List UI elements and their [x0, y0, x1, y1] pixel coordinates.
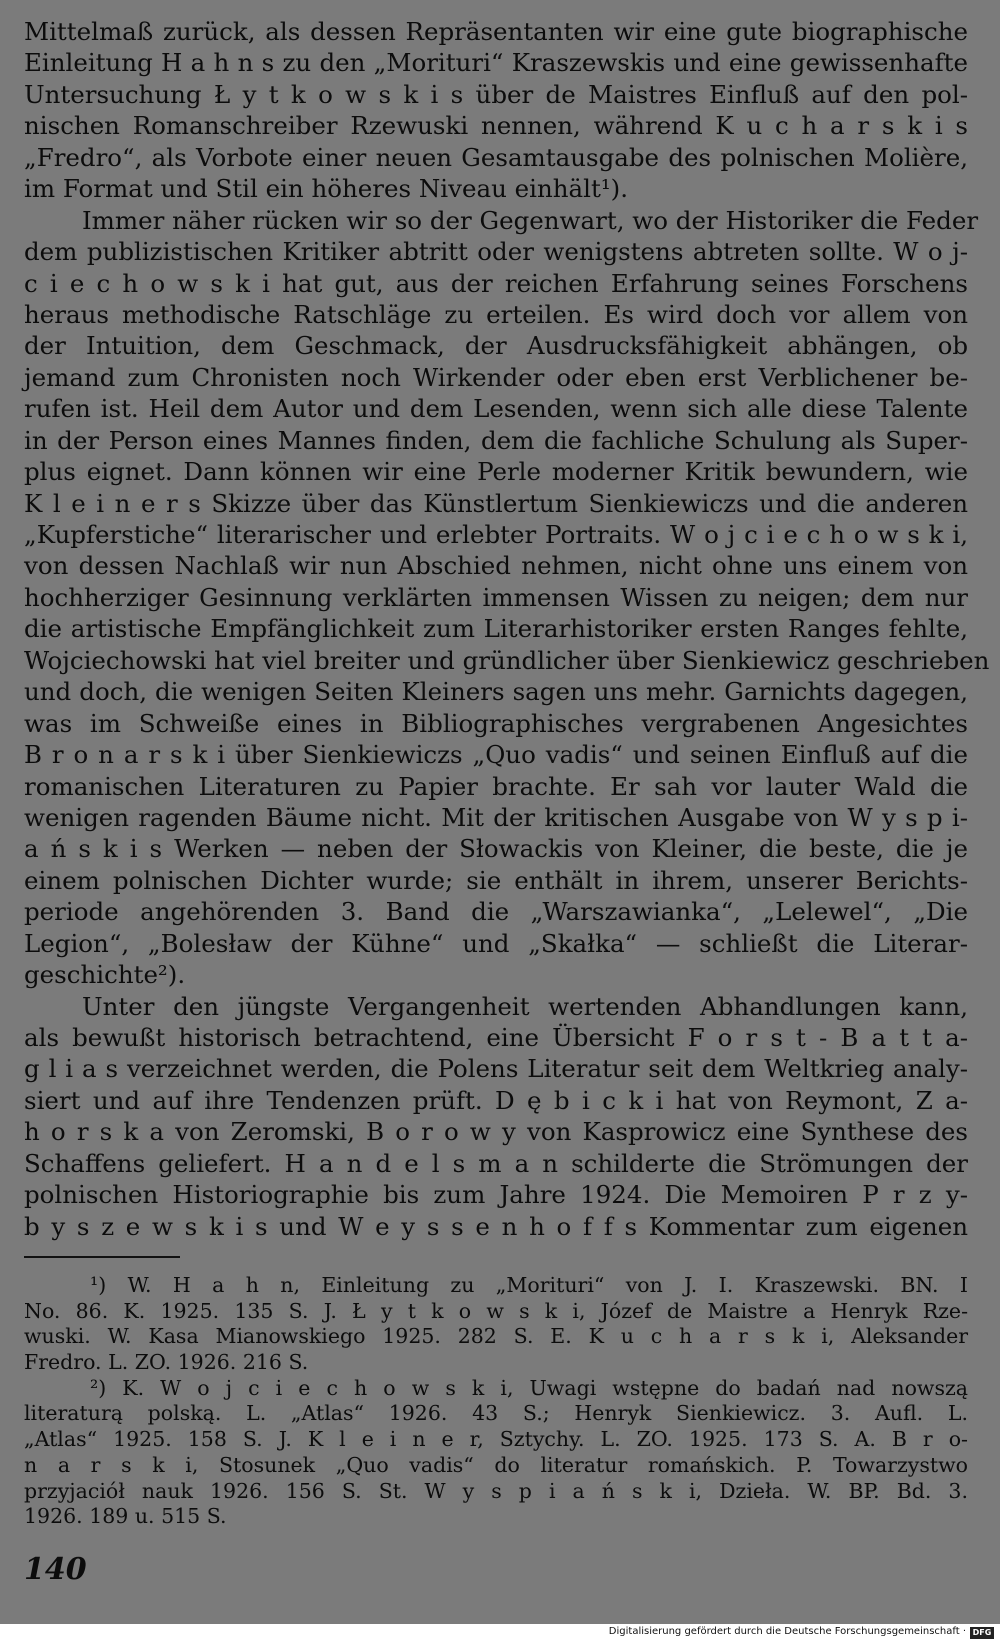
body-line: rufen ist. Heil dem Autor und dem Lesenden, wenn sich alle diese Talente: [24, 394, 968, 424]
body-line: dem publizistischen Kritiker abtritt oder wenigstens abtreten sollte. W o j-: [24, 237, 968, 267]
body-line: a ń s k i s Werken — neben der Słowackis von Kleiner, die beste, die je: [24, 834, 968, 864]
body-line: der Intuition, dem Geschmack, der Ausdrucksfähigkeit abhängen, ob: [24, 331, 968, 361]
footnote-divider: [24, 1256, 180, 1258]
body-line: hochherziger Gesinnung verklärten immensen Wissen zu neigen; dem nur: [24, 582, 968, 612]
body-line: Einleitung H a h n s zu den „Morituri“ Kraszewskis und eine gewissenhafte: [24, 48, 968, 78]
body-line: „Fredro“, als Vorbote einer neuen Gesamtausgabe des polnischen Molière,: [24, 142, 968, 172]
body-line: als bewußt historisch betrachtend, eine Übersicht F o r s t - B a t t a-: [24, 1023, 968, 1052]
footnote-line: „Atlas“ 1925. 158 S. J. K l e i n e r, Sztychy. L. ZO. 1925. 173 S. A. B r o-: [24, 1427, 968, 1452]
body-line: Legion“, „Bolesław der Kühne“ und „Skałka“ — schließt die Literar-: [24, 928, 968, 958]
body-line: Wojciechowski hat viel breiter und gründlicher über Sienkiewicz geschrieben: [24, 645, 990, 675]
body-line: Immer näher rücken wir so der Gegenwart, wo der Historiker die Feder: [82, 205, 979, 235]
body-line: was im Schweiße eines in Bibliographisches vergrabenen Angesichtes: [24, 708, 968, 738]
body-line: heraus methodische Ratschläge zu erteilen. Es wird doch vor allem von: [24, 299, 968, 329]
body-line: von dessen Nachlaß wir nun Abschied nehmen, nicht ohne uns einem von: [24, 551, 968, 581]
body-line: c i e c h o w s k i hat gut, aus der reichen Erfahrung seines Forschens: [24, 268, 968, 298]
body-line: in der Person eines Mannes finden, dem die fachliche Schulung als Super-: [24, 425, 968, 455]
body-line: Mittelmaß zurück, als dessen Repräsentanten wir eine gute biographische: [24, 17, 968, 46]
body-line: siert und auf ihre Tendenzen prüft. D ę b i c k i hat von Reymont, Z a-: [24, 1085, 968, 1115]
body-text: [24, 16, 990, 1242]
footnotes: [24, 1273, 968, 1530]
body-line: b y s z e w s k i s und W e y s s e n h o f f s Kommentar zum eigenen: [24, 1211, 968, 1241]
footnote-line: literaturą polską. L. „Atlas“ 1926. 43 S.; Henryk Sienkiewicz. 3. Aufl. L.: [24, 1401, 968, 1426]
body-line: einem polnischen Dichter wurde; sie enthält in ihrem, unserer Berichts-: [24, 865, 968, 895]
body-line: nischen Romanschreiber Rzewuski nennen, während K u c h a r s k i s: [24, 111, 968, 141]
body-line: B r o n a r s k i über Sienkiewiczs „Quo vadis“ und seinen Einfluß auf die: [24, 740, 968, 770]
funding-credit: Digitalisierung gefördert durch die Deutsche Forschungsgemeinschaft ·: [608, 1626, 966, 1637]
footnote-line: No. 86. K. 1925. 135 S. J. Ł y t k o w s k i, Józef de Maistre a Henryk Rze-: [24, 1298, 968, 1323]
body-line: Unter den jüngste Vergangenheit wertenden Abhandlungen kann,: [82, 991, 968, 1021]
body-line: jemand zum Chronisten noch Wirkender oder eben erst Verblichener be-: [24, 362, 968, 392]
body-line: Untersuchung Ł y t k o w s k i s über de Maistres Einfluß auf den pol-: [24, 79, 968, 109]
body-line: „Kupferstiche“ literarischer und erlebter Portraits. W o j c i e c h o w s k i,: [24, 520, 968, 549]
body-line: geschichte²).: [24, 960, 186, 990]
body-line: Schaffens geliefert. H a n d e l s m a n schilderte die Strömungen der: [24, 1148, 968, 1178]
body-line: polnischen Historiographie bis zum Jahre 1924. Die Memoiren P r z y-: [24, 1180, 968, 1210]
footnote-line: ¹) W. H a h n, Einleitung zu „Morituri“ von J. I. Kraszewski. BN. I: [90, 1273, 968, 1297]
footnote-line: Fredro. L. ZO. 1926. 216 S.: [24, 1350, 309, 1375]
footnote-line: przyjaciół nauk 1926. 156 S. St. W y s p i a ń s k i, Dzieła. W. BP. Bd. 3.: [24, 1478, 968, 1503]
footnote-line: ²) K. W o j c i e c h o w s k i, Uwagi wstępne do badań nad nowszą: [90, 1375, 968, 1400]
footnote-line: 1926. 189 u. 515 S.: [24, 1504, 227, 1529]
body-line: wenigen ragenden Bäume nicht. Mit der kritischen Ausgabe von W y s p i-: [24, 802, 968, 832]
dfg-logo: DFG: [970, 1627, 994, 1639]
body-line: g l i a s verzeichnet werden, die Polens Literatur seit dem Weltkrieg analy-: [24, 1054, 968, 1084]
page-number: 140: [24, 1552, 87, 1587]
body-line: h o r s k a von Zeromski, B o r o w y von Kasprowicz eine Synthese des: [24, 1117, 968, 1147]
body-line: periode angehörenden 3. Band die „Warszawianka“, „Lelewel“, „Die: [24, 897, 968, 927]
body-line: plus eignet. Dann können wir eine Perle moderner Kritik bewundern, wie: [24, 457, 968, 487]
body-line: romanischen Literaturen zu Papier brachte. Er sah vor lauter Wald die: [24, 771, 968, 801]
body-line: die artistische Empfänglichkeit zum Literarhistoriker ersten Ranges fehlte,: [24, 614, 968, 644]
footnote-line: wuski. W. Kasa Mianowskiego 1925. 282 S. E. K u c h a r s k i, Aleksander: [24, 1324, 968, 1349]
body-line: im Format und Stil ein höheres Niveau einhält¹).: [24, 174, 628, 204]
body-line: K l e i n e r s Skizze über das Künstlertum Sienkiewiczs und die anderen: [24, 488, 968, 518]
body-line: und doch, die wenigen Seiten Kleiners sagen uns mehr. Garnichts dagegen,: [24, 677, 968, 707]
footnote-line: n a r s k i, Stosunek „Quo vadis“ do literatur romańskich. P. Towarzystwo: [24, 1452, 968, 1477]
